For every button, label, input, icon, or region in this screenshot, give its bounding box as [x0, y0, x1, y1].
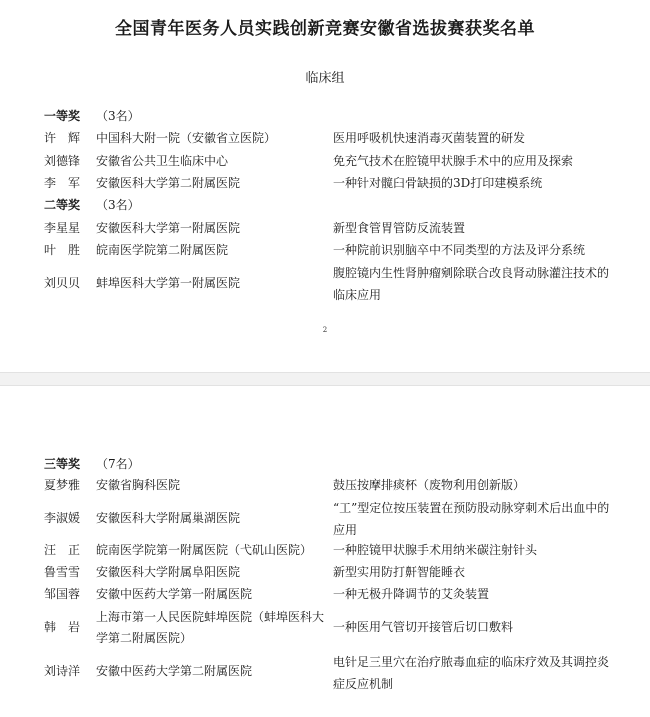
winner-name: 叶 胜: [44, 243, 81, 257]
prize-count: （3名）: [96, 198, 140, 212]
winner-name: 刘德锋: [44, 154, 81, 168]
winner-unit: 安徽医科大学附属阜阳医院: [96, 565, 241, 579]
group-heading: 临床组: [305, 71, 345, 86]
prize-label: 一等奖: [44, 109, 81, 123]
winner-name: 李淑媛: [44, 511, 81, 525]
prize-count: （3名）: [96, 109, 140, 123]
prize-heading-second: [44, 196, 140, 215]
winner-project: 免充气技术在腔镜甲状腺手术中的应用及探索: [333, 154, 574, 168]
prize-label: 三等奖: [44, 457, 81, 471]
prize-heading-third: [44, 455, 140, 474]
winner-name: 李星星: [44, 221, 81, 235]
document-title: 全国青年医务人员实践创新竞赛安徽省选拔赛获奖名单: [115, 19, 535, 39]
prize-heading-first: [44, 107, 140, 126]
winner-unit: 安徽医科大学第一附属医院: [96, 221, 241, 235]
winner-project: 一种医用气管切开接管后切口敷料: [333, 620, 514, 634]
winner-project: 一种腔镜甲状腺手术用纳米碳注射针头: [333, 543, 538, 557]
winner-name: 汪 正: [44, 543, 81, 557]
prize-count: （7名）: [96, 457, 140, 471]
winner-unit: 皖南医学院第二附属医院: [96, 243, 229, 257]
winner-unit: 皖南医学院第一附属医院（弋矶山医院）: [96, 543, 313, 557]
winner-name: 夏梦雅: [44, 478, 81, 492]
prize-label: 二等奖: [44, 198, 81, 212]
winner-name: 鲁雪雪: [44, 565, 81, 579]
winner-name: 李 军: [44, 176, 81, 190]
winner-project: “工”型定位按压装置在预防股动脉穿刺术后出血中的应用: [333, 501, 610, 537]
winner-name: 刘贝贝: [44, 276, 81, 290]
winner-unit: 安徽医科大学附属巢湖医院: [96, 511, 241, 525]
winner-project: 电针足三里穴在治疗脓毒血症的临床疗效及其调控炎症反应机制: [333, 655, 610, 691]
winner-unit: 安徽省公共卫生临床中心: [96, 154, 229, 168]
page-break: [0, 372, 650, 386]
winner-project: 一种院前识别脑卒中不同类型的方法及评分系统: [333, 243, 586, 257]
page-number: 2: [322, 326, 328, 334]
winner-unit: 安徽中医药大学第二附属医院: [96, 664, 253, 678]
winner-project: 新型实用防打鼾智能睡衣: [333, 565, 466, 579]
winner-name: 刘诗洋: [44, 664, 81, 678]
winner-unit: 安徽省胸科医院: [96, 478, 181, 492]
winner-project: 一种无极升降调节的艾灸装置: [333, 587, 490, 601]
winner-unit: 安徽中医药大学第一附属医院: [96, 587, 253, 601]
winner-project: 一种针对髋臼骨缺损的3D打印建模系统: [333, 176, 543, 190]
winner-unit: 安徽医科大学第二附属医院: [96, 176, 241, 190]
winner-project: 新型食管胃管防反流装置: [333, 221, 466, 235]
winner-project: 医用呼吸机快速消毒灭菌装置的研发: [333, 131, 526, 145]
winner-unit: 中国科大附一院（安徽省立医院）: [96, 131, 277, 145]
winner-unit: 蚌埠医科大学第一附属医院: [96, 276, 241, 290]
winner-name: 许 辉: [44, 131, 81, 145]
winner-project: 腹腔镜内生性肾肿瘤剜除联合改良肾动脉灌注技术的临床应用: [333, 266, 610, 302]
winner-project: 鼓压按摩排痰杯（废物利用创新版）: [333, 478, 526, 492]
winner-name: 邹国蓉: [44, 587, 81, 601]
winner-name: 韩 岩: [44, 620, 81, 634]
winner-unit: 上海市第一人民医院蚌埠医院（蚌埠医科大学第二附属医院）: [96, 610, 325, 645]
